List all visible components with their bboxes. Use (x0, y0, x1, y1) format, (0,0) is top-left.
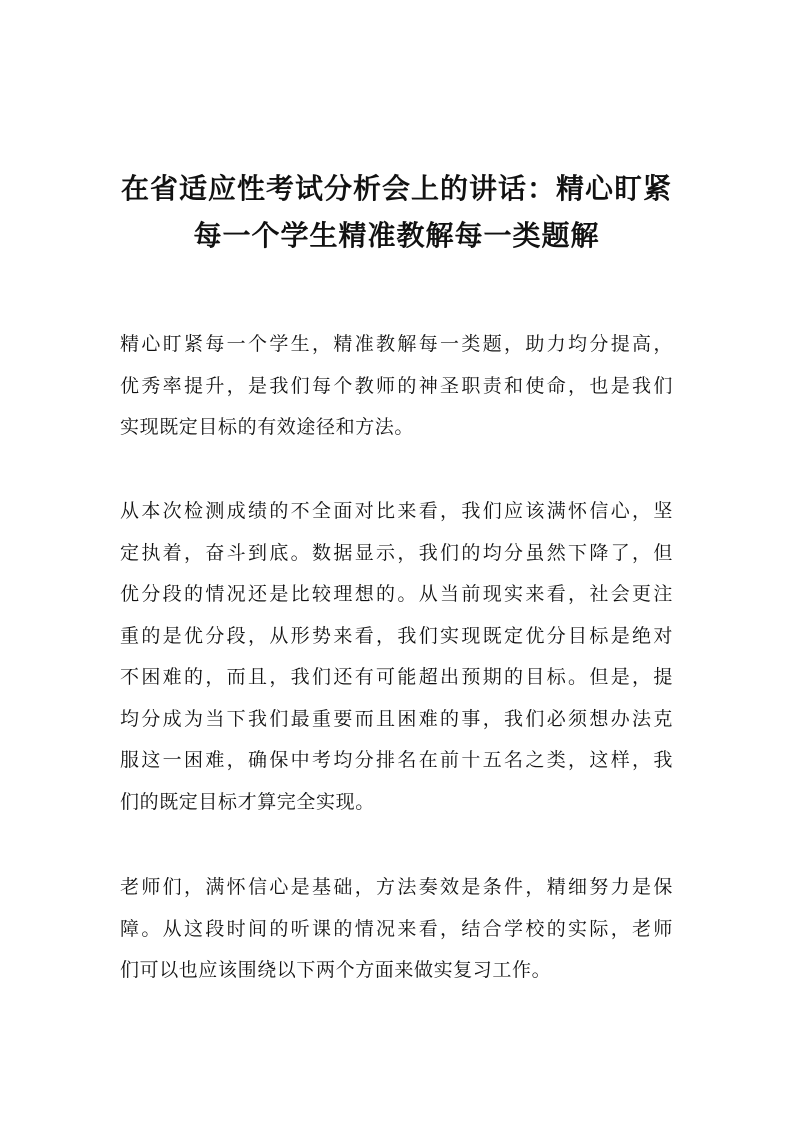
paragraph-2 (120, 491, 673, 823)
paragraph-line: 重的是优分段，从形势来看，我们实现既定优分目标是绝对 (120, 624, 673, 647)
paragraph-line: 老师们，满怀信心是基础，方法奏效是条件，精细努力是保 (120, 876, 673, 898)
paragraph-line: 实现既定目标的有效途径和方法。 (120, 416, 415, 438)
title-line-2: 每一个学生精准教解每一类题解 (193, 219, 600, 252)
paragraph-line: 障。从这段时间的听课的情况来看，结合学校的实际，老师 (120, 917, 673, 940)
paragraph-line: 优分段的情况还是比较理想的。从当前现实来看，社会更注 (120, 583, 673, 605)
paragraph-line: 优秀率提升，是我们每个教师的神圣职责和使命，也是我们 (120, 374, 673, 397)
paragraph-line: 定执着，奋斗到底。数据显示，我们的均分虽然下降了，但 (120, 541, 673, 564)
paragraph-line: 们可以也应该围绕以下两个方面来做实复习工作。 (120, 959, 552, 981)
paragraph-line: 从本次检测成绩的不全面对比来看，我们应该满怀信心，坚 (120, 500, 673, 522)
title-line-1: 在省适应性考试分析会上的讲话：精心盯紧 (120, 172, 672, 205)
document-title (100, 165, 693, 259)
paragraph-line: 服这一困难，确保中考均分排名在前十五名之类，这样，我 (120, 749, 673, 771)
paragraph-1 (120, 324, 673, 449)
paragraph-line: 均分成为当下我们最重要而且困难的事，我们必须想办法克 (120, 707, 673, 730)
paragraph-3 (120, 867, 673, 992)
paragraph-line: 们的既定目标才算完全实现。 (120, 790, 375, 813)
paragraph-line: 精心盯紧每一个学生，精准教解每一类题，助力均分提高， (120, 333, 673, 355)
paragraph-line: 不困难的，而且，我们还有可能超出预期的目标。但是，提 (120, 666, 673, 688)
